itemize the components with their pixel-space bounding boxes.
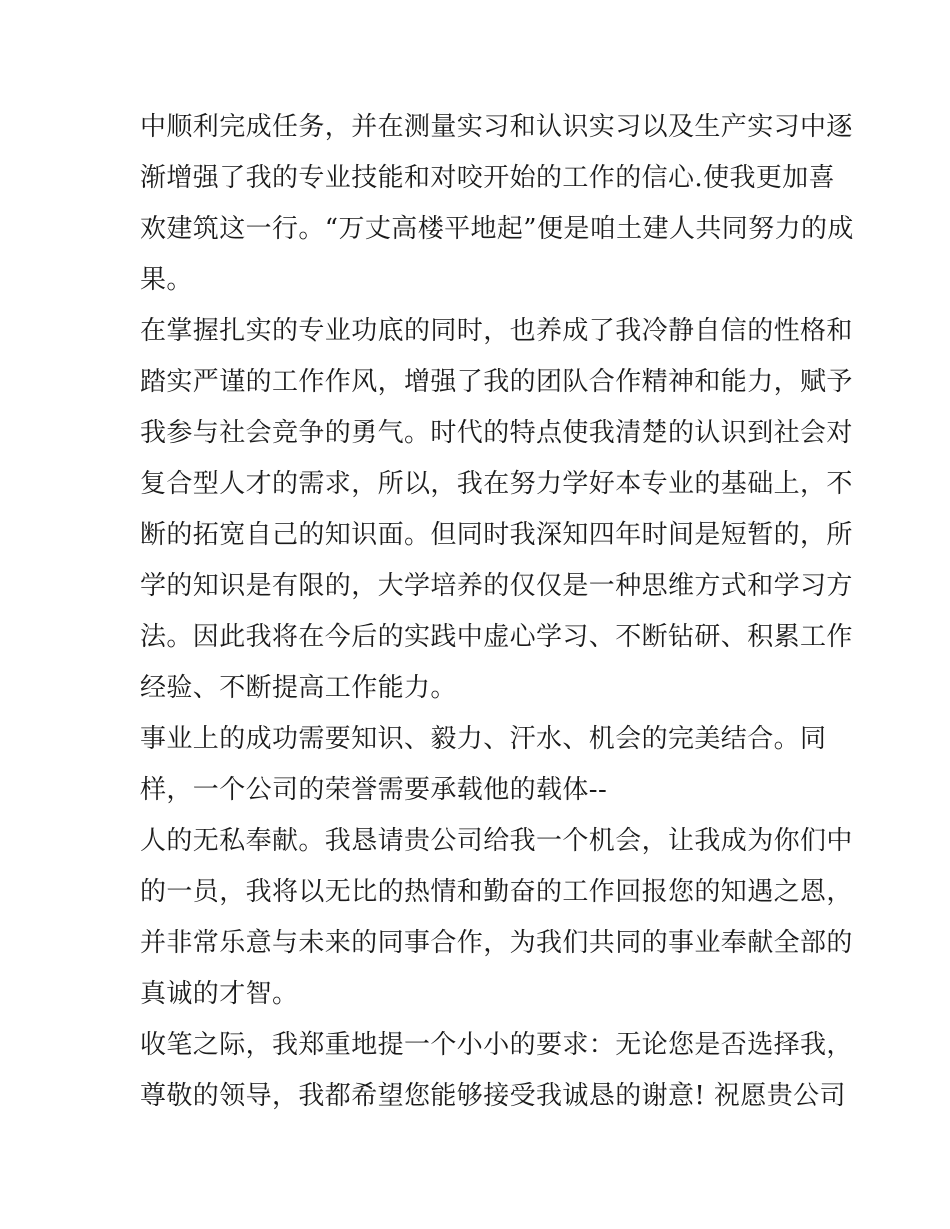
text-line: 经验、不断提高工作能力。: [140, 673, 457, 703]
text-line: 我参与社会竞争的勇气。时代的特点使我清楚的认识到社会对: [140, 418, 853, 448]
text-line: 果。: [140, 265, 193, 295]
text-line: 断的拓宽自己的知识面。但同时我深知四年时间是短暂的，所: [140, 520, 853, 550]
text-line: 的一员，我将以无比的热情和勤奋的工作回报您的知遇之恩，: [140, 877, 853, 907]
text-line: 学的知识是有限的，大学培养的仅仅是一种思维方式和学习方: [140, 571, 853, 601]
text-line: 踏实严谨的工作作风，增强了我的团队合作精神和能力，赋予: [140, 367, 853, 397]
text-line: 在掌握扎实的专业功底的同时，也养成了我冷静自信的性格和: [140, 316, 853, 346]
text-line: 尊敬的领导，我都希望您能够接受我诚恳的谢意! 祝愿贵公司: [140, 1081, 846, 1111]
text-line: 人的无私奉献。我恳请贵公司给我一个机会，让我成为你们中: [140, 826, 853, 856]
text-line: 中顺利完成任务，并在测量实习和认识实习以及生产实习中逐: [140, 112, 853, 142]
text-line: 真诚的才智。: [140, 979, 299, 1009]
text-line: 事业上的成功需要知识、毅力、汗水、机会的完美结合。同: [140, 724, 827, 754]
text-line: 并非常乐意与未来的同事合作，为我们共同的事业奉献全部的: [140, 928, 853, 958]
text-line: 收笔之际，我郑重地提一个小小的要求：无论您是否选择我，: [140, 1030, 853, 1060]
text-line: 样，一个公司的荣誉需要承载他的载体--: [140, 775, 608, 805]
text-line: 法。因此我将在今后的实践中虚心学习、不断钻研、积累工作: [140, 622, 853, 652]
document-body: [140, 102, 854, 1122]
text-line: 复合型人才的需求，所以，我在努力学好本专业的基础上，不: [140, 469, 853, 499]
text-line: 欢建筑这一行。“万丈高楼平地起”便是咱土建人共同努力的成: [140, 214, 854, 244]
text-line: 渐增强了我的专业技能和对咬开始的工作的信心.使我更加喜: [140, 163, 836, 193]
